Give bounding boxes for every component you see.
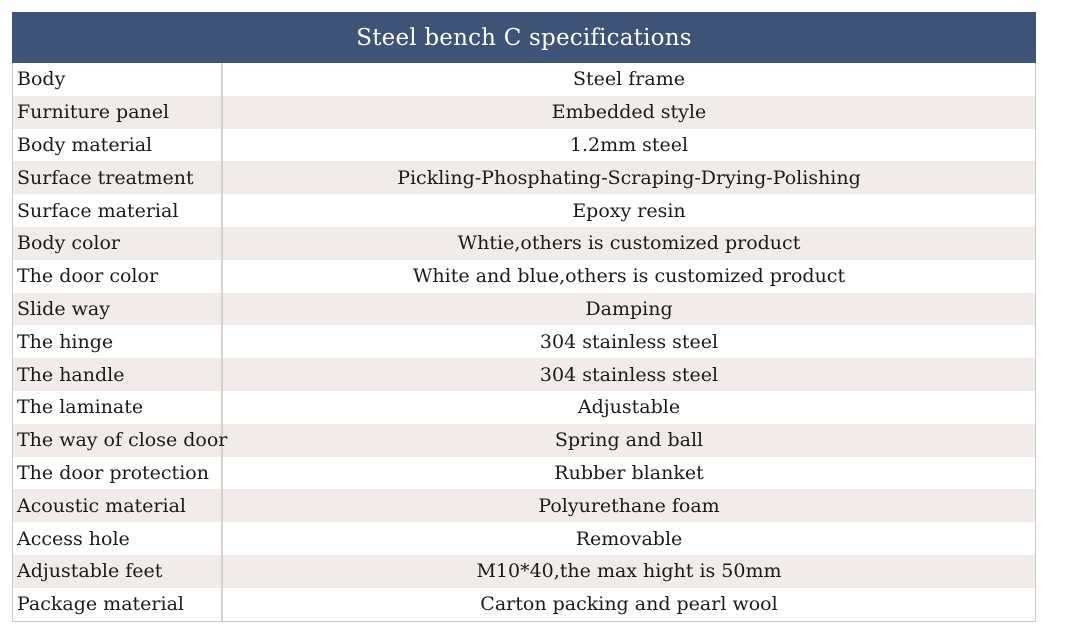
table-row bbox=[12, 227, 1036, 260]
spec-label: Surface material bbox=[13, 194, 223, 227]
spec-value: Damping bbox=[585, 297, 673, 320]
spec-value: White and blue,others is customized product bbox=[412, 265, 846, 288]
spec-label: Surface treatment bbox=[13, 161, 223, 194]
spec-value: Adjustable bbox=[577, 396, 681, 419]
spec-label: The handle bbox=[13, 358, 223, 391]
spec-value: Rubber blanket bbox=[554, 461, 704, 484]
spec-label: The laminate bbox=[13, 391, 223, 424]
table-row bbox=[12, 588, 1036, 621]
spec-label: Body bbox=[13, 63, 223, 96]
spec-value: Steel frame bbox=[573, 68, 685, 91]
table-row bbox=[12, 325, 1036, 358]
spec-label: Adjustable feet bbox=[13, 555, 223, 588]
table-title: Steel bench C specifications bbox=[12, 12, 1036, 63]
spec-label: Acoustic material bbox=[13, 489, 223, 522]
spec-label: Body color bbox=[13, 227, 223, 260]
table-row bbox=[12, 161, 1036, 194]
table-row bbox=[12, 555, 1036, 588]
spec-value: Carton packing and pearl wool bbox=[480, 593, 778, 616]
spec-label: Access hole bbox=[13, 522, 223, 555]
table-row bbox=[12, 457, 1036, 490]
table-row bbox=[12, 260, 1036, 293]
spec-value: Spring and ball bbox=[554, 429, 704, 452]
table-body bbox=[12, 63, 1036, 622]
spec-label: The hinge bbox=[13, 325, 223, 358]
table-row bbox=[12, 424, 1036, 457]
spec-value: M10*40,the max hight is 50mm bbox=[476, 560, 782, 583]
spec-label: The door protection bbox=[13, 457, 223, 490]
spec-value: 1.2mm steel bbox=[569, 133, 689, 156]
spec-label: Body material bbox=[13, 129, 223, 162]
spec-value: Epoxy resin bbox=[572, 199, 686, 222]
spec-value: Removable bbox=[575, 527, 683, 550]
spec-value: 304 stainless steel bbox=[539, 363, 719, 386]
spec-label: Package material bbox=[13, 588, 223, 621]
table-row bbox=[12, 522, 1036, 555]
spec-value: Pickling-Phosphating-Scraping-Drying-Polishing bbox=[397, 166, 861, 189]
table-row bbox=[12, 129, 1036, 162]
spec-value: 304 stainless steel bbox=[539, 330, 719, 353]
table-row bbox=[12, 194, 1036, 227]
table-row bbox=[12, 391, 1036, 424]
spec-label: Furniture panel bbox=[13, 96, 223, 129]
spec-label: The door color bbox=[13, 260, 223, 293]
spec-label: Slide way bbox=[13, 293, 223, 326]
spec-value: Whtie,others is customized product bbox=[457, 232, 801, 255]
table-row bbox=[12, 489, 1036, 522]
spec-value: Embedded style bbox=[551, 101, 707, 124]
table-row bbox=[12, 63, 1036, 96]
spec-label: The way of close door bbox=[13, 424, 223, 457]
table-row bbox=[12, 358, 1036, 391]
table-row bbox=[12, 96, 1036, 129]
spec-table bbox=[12, 12, 1036, 622]
spec-value: Polyurethane foam bbox=[538, 494, 720, 517]
table-row bbox=[12, 293, 1036, 326]
